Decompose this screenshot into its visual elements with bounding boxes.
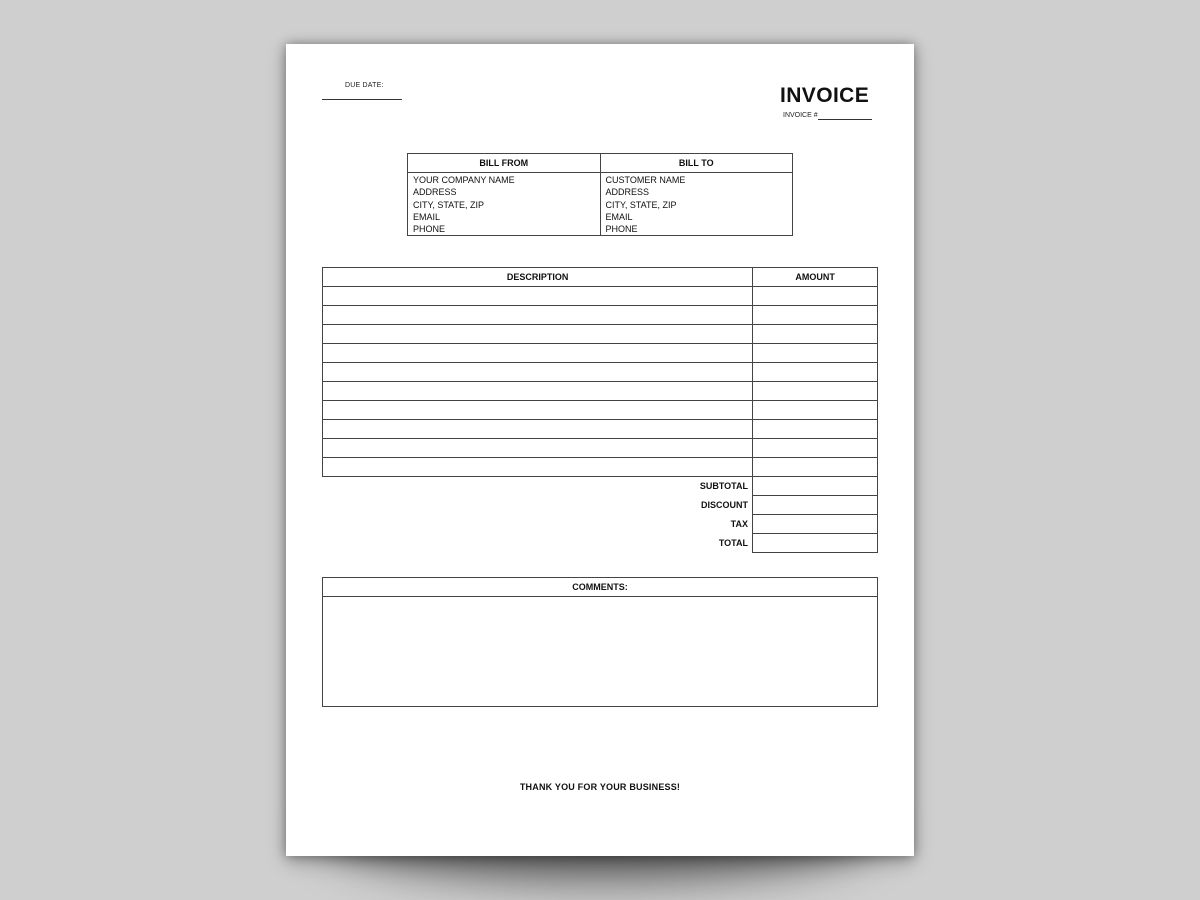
bill-from-phone: PHONE (413, 224, 446, 235)
description-cell[interactable] (323, 306, 753, 325)
amount-cell[interactable] (753, 382, 878, 401)
invoice-number-label: INVOICE # (783, 112, 818, 119)
bill-to-city-state-zip: CITY, STATE, ZIP (605, 199, 677, 210)
amount-cell[interactable] (753, 401, 878, 420)
tax-label: TAX (730, 519, 748, 529)
comments-field[interactable] (323, 597, 878, 707)
due-date-label: DUE DATE: (345, 82, 384, 89)
amount-cell[interactable] (753, 363, 878, 382)
bill-to-customer: CUSTOMER NAME (605, 175, 686, 185)
description-cell[interactable] (323, 420, 753, 439)
total-field[interactable] (753, 534, 878, 553)
description-cell[interactable] (323, 401, 753, 420)
billing-table (407, 153, 793, 236)
bill-from-city-state-zip: CITY, STATE, ZIP (413, 199, 485, 210)
invoice-number-field[interactable] (818, 119, 872, 120)
invoice-page (286, 44, 914, 856)
bill-from-company: YOUR COMPANY NAME (413, 175, 515, 185)
description-header: DESCRIPTION (323, 268, 753, 287)
table-row (323, 420, 878, 439)
comments-box (322, 577, 878, 707)
totals-table (322, 476, 878, 553)
amount-cell[interactable] (753, 344, 878, 363)
table-row (323, 382, 878, 401)
bill-from-block[interactable] (408, 173, 601, 236)
amount-cell[interactable] (753, 420, 878, 439)
table-row (323, 439, 878, 458)
bill-to-heading: BILL TO (600, 154, 793, 173)
description-cell[interactable] (323, 344, 753, 363)
thank-you-message: THANK YOU FOR YOUR BUSINESS! (519, 782, 681, 792)
amount-cell[interactable] (753, 325, 878, 344)
table-row (323, 306, 878, 325)
description-cell[interactable] (323, 382, 753, 401)
amount-cell[interactable] (753, 439, 878, 458)
comments-heading: COMMENTS: (323, 578, 878, 597)
description-cell[interactable] (323, 363, 753, 382)
bill-from-email: EMAIL (413, 211, 441, 222)
bill-to-block[interactable] (600, 173, 793, 236)
description-cell[interactable] (323, 458, 753, 477)
description-cell[interactable] (323, 287, 753, 306)
subtotal-field[interactable] (753, 477, 878, 496)
amount-cell[interactable] (753, 458, 878, 477)
bill-from-address: ADDRESS (413, 187, 457, 198)
discount-field[interactable] (753, 496, 878, 515)
description-cell[interactable] (323, 325, 753, 344)
bill-from-heading: BILL FROM (408, 154, 601, 173)
bill-to-email: EMAIL (605, 211, 633, 222)
amount-cell[interactable] (753, 287, 878, 306)
invoice-title: INVOICE (780, 84, 870, 107)
amount-header: AMOUNT (753, 268, 878, 287)
description-cell[interactable] (323, 439, 753, 458)
subtotal-label: SUBTOTAL (699, 481, 748, 491)
total-label: TOTAL (718, 538, 748, 548)
table-row (323, 363, 878, 382)
table-row (323, 458, 878, 477)
amount-cell[interactable] (753, 306, 878, 325)
table-row (323, 287, 878, 306)
table-row (323, 344, 878, 363)
table-row (323, 325, 878, 344)
discount-label: DISCOUNT (701, 500, 748, 510)
line-items-table (322, 267, 878, 477)
table-row (323, 401, 878, 420)
due-date-field[interactable] (322, 99, 402, 100)
bill-to-address: ADDRESS (605, 187, 650, 198)
tax-field[interactable] (753, 515, 878, 534)
bill-to-phone: PHONE (605, 224, 638, 235)
